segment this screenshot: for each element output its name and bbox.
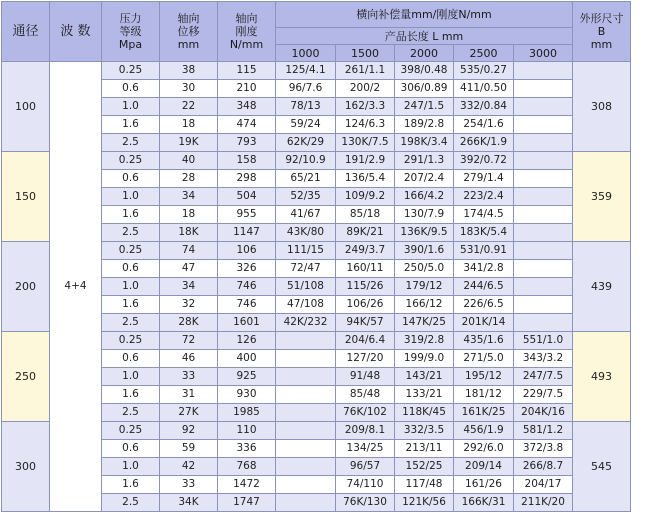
lateral-value-cell: 72/47 — [276, 260, 336, 278]
pressure-cell: 2.5 — [102, 404, 160, 422]
header-lateral-group: 横向补偿量mm/刚度N/mm — [276, 2, 573, 28]
lateral-value-cell: 244/6.5 — [454, 278, 514, 296]
lateral-value-cell — [514, 188, 573, 206]
header-length-1500: 1500 — [336, 45, 395, 62]
axial-stiffness-cell: 504 — [218, 188, 276, 206]
lateral-value-cell: 551/1.0 — [514, 332, 573, 350]
pressure-cell: 0.6 — [102, 260, 160, 278]
lateral-value-cell: 266K/1.9 — [454, 134, 514, 152]
lateral-value-cell: 199/9.0 — [395, 350, 454, 368]
lateral-value-cell: 209/14 — [454, 458, 514, 476]
lateral-value-cell: 162/3.3 — [336, 98, 395, 116]
axial-displacement-cell: 34 — [160, 188, 218, 206]
axial-displacement-cell: 38 — [160, 62, 218, 80]
lateral-value-cell: 161K/25 — [454, 404, 514, 422]
axial-displacement-cell: 18 — [160, 206, 218, 224]
lateral-value-cell — [276, 440, 336, 458]
axial-displacement-cell: 72 — [160, 332, 218, 350]
lateral-value-cell — [276, 386, 336, 404]
lateral-value-cell: 160/11 — [336, 260, 395, 278]
header-length-2000: 2000 — [395, 45, 454, 62]
outer-dimension-cell: 545 — [573, 422, 631, 512]
header-axial-stiff-line3: N/mm — [229, 38, 264, 51]
lateral-value-cell: 161/26 — [454, 476, 514, 494]
lateral-value-cell: 204/6.4 — [336, 332, 395, 350]
header-pressure-line1: 压力 — [119, 12, 142, 25]
lateral-value-cell: 226/6.5 — [454, 296, 514, 314]
header-pressure — [102, 2, 160, 62]
lateral-value-cell: 130/7.9 — [395, 206, 454, 224]
lateral-value-cell: 319/2.8 — [395, 332, 454, 350]
pressure-cell: 0.6 — [102, 80, 160, 98]
dn-cell: 200 — [2, 242, 50, 332]
lateral-value-cell — [514, 134, 573, 152]
lateral-value-cell: 92/10.9 — [276, 152, 336, 170]
lateral-value-cell: 124/6.3 — [336, 116, 395, 134]
lateral-value-cell: 341/2.8 — [454, 260, 514, 278]
axial-stiffness-cell: 298 — [218, 170, 276, 188]
lateral-value-cell: 96/57 — [336, 458, 395, 476]
lateral-value-cell: 147K/25 — [395, 314, 454, 332]
table-body — [2, 62, 631, 512]
lateral-value-cell: 200/2 — [336, 80, 395, 98]
lateral-value-cell — [276, 404, 336, 422]
axial-displacement-cell: 34 — [160, 278, 218, 296]
pressure-cell: 0.25 — [102, 62, 160, 80]
lateral-value-cell: 52/35 — [276, 188, 336, 206]
pressure-cell: 1.0 — [102, 368, 160, 386]
axial-stiffness-cell: 336 — [218, 440, 276, 458]
lateral-value-cell — [514, 278, 573, 296]
axial-stiffness-cell: 474 — [218, 116, 276, 134]
axial-displacement-cell: 33 — [160, 368, 218, 386]
lateral-value-cell: 198K/3.4 — [395, 134, 454, 152]
lateral-value-cell: 117/48 — [395, 476, 454, 494]
header-outer-line1: 外形尺寸 — [579, 12, 624, 25]
header-axial-stiffness — [218, 2, 276, 62]
lateral-value-cell: 59/24 — [276, 116, 336, 134]
axial-displacement-cell: 47 — [160, 260, 218, 278]
pressure-cell: 0.25 — [102, 332, 160, 350]
outer-dimension-cell: 493 — [573, 332, 631, 422]
axial-stiffness-cell: 400 — [218, 350, 276, 368]
lateral-value-cell — [514, 224, 573, 242]
lateral-value-cell: 118K/45 — [395, 404, 454, 422]
pressure-cell: 2.5 — [102, 494, 160, 512]
lateral-value-cell: 247/1.5 — [395, 98, 454, 116]
outer-dimension-cell: 308 — [573, 62, 631, 152]
lateral-value-cell: 189/2.8 — [395, 116, 454, 134]
table-header — [2, 2, 631, 62]
lateral-value-cell: 96/7.6 — [276, 80, 336, 98]
lateral-value-cell: 191/2.9 — [336, 152, 395, 170]
lateral-value-cell: 179/12 — [395, 278, 454, 296]
header-axial-disp-line2: 位移 — [177, 25, 200, 38]
lateral-value-cell — [276, 332, 336, 350]
axial-stiffness-cell: 348 — [218, 98, 276, 116]
lateral-value-cell: 223/2.4 — [454, 188, 514, 206]
axial-displacement-cell: 42 — [160, 458, 218, 476]
lateral-value-cell — [276, 494, 336, 512]
axial-displacement-cell: 27K — [160, 404, 218, 422]
axial-stiffness-cell: 1601 — [218, 314, 276, 332]
axial-displacement-cell: 32 — [160, 296, 218, 314]
lateral-value-cell: 78/13 — [276, 98, 336, 116]
lateral-value-cell: 306/0.89 — [395, 80, 454, 98]
pressure-cell: 1.6 — [102, 116, 160, 134]
lateral-value-cell — [514, 62, 573, 80]
pressure-cell: 1.6 — [102, 206, 160, 224]
lateral-value-cell: 581/1.2 — [514, 422, 573, 440]
axial-stiffness-cell: 1985 — [218, 404, 276, 422]
pressure-cell: 1.6 — [102, 296, 160, 314]
lateral-value-cell: 372/3.8 — [514, 440, 573, 458]
lateral-value-cell: 166/4.2 — [395, 188, 454, 206]
lateral-value-cell: 133/21 — [395, 386, 454, 404]
axial-stiffness-cell: 1472 — [218, 476, 276, 494]
axial-displacement-cell: 74 — [160, 242, 218, 260]
spec-table — [1, 1, 631, 512]
lateral-value-cell: 152/25 — [395, 458, 454, 476]
lateral-value-cell: 127/20 — [336, 350, 395, 368]
lateral-value-cell: 111/15 — [276, 242, 336, 260]
lateral-value-cell: 106/26 — [336, 296, 395, 314]
pressure-cell: 1.0 — [102, 458, 160, 476]
lateral-value-cell: 250/5.0 — [395, 260, 454, 278]
lateral-value-cell: 41/67 — [276, 206, 336, 224]
lateral-value-cell: 390/1.6 — [395, 242, 454, 260]
lateral-value-cell: 229/7.5 — [514, 386, 573, 404]
lateral-value-cell — [514, 170, 573, 188]
pressure-cell: 0.25 — [102, 242, 160, 260]
lateral-value-cell: 207/2.4 — [395, 170, 454, 188]
axial-stiffness-cell: 746 — [218, 278, 276, 296]
lateral-value-cell: 62K/29 — [276, 134, 336, 152]
axial-displacement-cell: 59 — [160, 440, 218, 458]
pressure-cell: 2.5 — [102, 224, 160, 242]
axial-stiffness-cell: 115 — [218, 62, 276, 80]
pressure-cell: 1.6 — [102, 476, 160, 494]
header-waves: 波 数 — [50, 2, 102, 62]
lateral-value-cell: 143/21 — [395, 368, 454, 386]
lateral-value-cell: 136/5.4 — [336, 170, 395, 188]
lateral-value-cell: 47/108 — [276, 296, 336, 314]
axial-displacement-cell: 30 — [160, 80, 218, 98]
lateral-value-cell — [514, 116, 573, 134]
header-axial-disp-line1: 轴向 — [177, 12, 200, 25]
lateral-value-cell: 76K/130 — [336, 494, 395, 512]
lateral-value-cell: 181/12 — [454, 386, 514, 404]
header-length-1000: 1000 — [276, 45, 336, 62]
lateral-value-cell: 261/1.1 — [336, 62, 395, 80]
axial-displacement-cell: 18 — [160, 116, 218, 134]
lateral-value-cell — [514, 260, 573, 278]
lateral-value-cell: 201K/14 — [454, 314, 514, 332]
lateral-value-cell — [514, 80, 573, 98]
lateral-value-cell: 247/7.5 — [514, 368, 573, 386]
table-row — [2, 62, 631, 80]
lateral-value-cell: 531/0.91 — [454, 242, 514, 260]
lateral-value-cell — [514, 98, 573, 116]
header-pressure-line2: 等级 — [119, 25, 142, 38]
lateral-value-cell: 166/12 — [395, 296, 454, 314]
lateral-value-cell — [514, 296, 573, 314]
pressure-cell: 2.5 — [102, 134, 160, 152]
lateral-value-cell: 74/110 — [336, 476, 395, 494]
lateral-value-cell: 125/4.1 — [276, 62, 336, 80]
axial-stiffness-cell: 746 — [218, 296, 276, 314]
axial-stiffness-cell: 930 — [218, 386, 276, 404]
header-length-group: 产品长度 L mm — [276, 28, 573, 45]
lateral-value-cell: 398/0.48 — [395, 62, 454, 80]
lateral-value-cell: 291/1.3 — [395, 152, 454, 170]
lateral-value-cell: 392/0.72 — [454, 152, 514, 170]
header-length-2500: 2500 — [454, 45, 514, 62]
axial-displacement-cell: 31 — [160, 386, 218, 404]
pressure-cell: 1.6 — [102, 386, 160, 404]
axial-stiffness-cell: 126 — [218, 332, 276, 350]
axial-stiffness-cell: 110 — [218, 422, 276, 440]
axial-stiffness-cell: 955 — [218, 206, 276, 224]
outer-dimension-cell: 359 — [573, 152, 631, 242]
lateral-value-cell: 136K/9.5 — [395, 224, 454, 242]
lateral-value-cell: 89K/21 — [336, 224, 395, 242]
header-axial-stiff-line2: 刚度 — [235, 25, 258, 38]
lateral-value-cell — [514, 242, 573, 260]
dn-cell: 300 — [2, 422, 50, 512]
lateral-value-cell — [276, 476, 336, 494]
lateral-value-cell: 332/3.5 — [395, 422, 454, 440]
lateral-value-cell — [514, 314, 573, 332]
lateral-value-cell: 195/12 — [454, 368, 514, 386]
header-axial-displacement — [160, 2, 218, 62]
lateral-value-cell — [276, 458, 336, 476]
header-dn: 通径 — [2, 2, 50, 62]
axial-displacement-cell: 34K — [160, 494, 218, 512]
lateral-value-cell: 65/21 — [276, 170, 336, 188]
axial-displacement-cell: 28K — [160, 314, 218, 332]
lateral-value-cell: 76K/102 — [336, 404, 395, 422]
lateral-value-cell — [276, 422, 336, 440]
axial-stiffness-cell: 793 — [218, 134, 276, 152]
axial-stiffness-cell: 1147 — [218, 224, 276, 242]
axial-displacement-cell: 28 — [160, 170, 218, 188]
pressure-cell: 2.5 — [102, 314, 160, 332]
axial-stiffness-cell: 158 — [218, 152, 276, 170]
header-axial-disp-line3: mm — [177, 38, 200, 51]
lateral-value-cell: 411/0.50 — [454, 80, 514, 98]
lateral-value-cell: 535/0.27 — [454, 62, 514, 80]
lateral-value-cell: 343/3.2 — [514, 350, 573, 368]
lateral-value-cell: 204/17 — [514, 476, 573, 494]
lateral-value-cell: 42K/232 — [276, 314, 336, 332]
lateral-value-cell: 51/108 — [276, 278, 336, 296]
lateral-value-cell: 109/9.2 — [336, 188, 395, 206]
lateral-value-cell: 279/1.4 — [454, 170, 514, 188]
axial-stiffness-cell: 768 — [218, 458, 276, 476]
lateral-value-cell: 254/1.6 — [454, 116, 514, 134]
pressure-cell: 0.6 — [102, 350, 160, 368]
axial-displacement-cell: 40 — [160, 152, 218, 170]
lateral-value-cell: 271/5.0 — [454, 350, 514, 368]
axial-displacement-cell: 46 — [160, 350, 218, 368]
header-pressure-line3: Mpa — [118, 38, 143, 51]
lateral-value-cell: 209/8.1 — [336, 422, 395, 440]
axial-stiffness-cell: 210 — [218, 80, 276, 98]
pressure-cell: 0.25 — [102, 152, 160, 170]
lateral-value-cell: 204K/16 — [514, 404, 573, 422]
axial-stiffness-cell: 106 — [218, 242, 276, 260]
pressure-cell: 0.6 — [102, 440, 160, 458]
pressure-cell: 1.0 — [102, 188, 160, 206]
lateral-value-cell: 94K/57 — [336, 314, 395, 332]
lateral-value-cell: 115/26 — [336, 278, 395, 296]
lateral-value-cell: 174/4.5 — [454, 206, 514, 224]
lateral-value-cell: 130K/7.5 — [336, 134, 395, 152]
axial-displacement-cell: 33 — [160, 476, 218, 494]
axial-displacement-cell: 92 — [160, 422, 218, 440]
dn-cell: 150 — [2, 152, 50, 242]
dn-cell: 250 — [2, 332, 50, 422]
axial-displacement-cell: 22 — [160, 98, 218, 116]
lateral-value-cell: 91/48 — [336, 368, 395, 386]
pressure-cell: 0.6 — [102, 170, 160, 188]
lateral-value-cell: 85/48 — [336, 386, 395, 404]
outer-dimension-cell: 439 — [573, 242, 631, 332]
header-axial-stiff-line1: 轴向 — [235, 12, 258, 25]
lateral-value-cell: 266/8.7 — [514, 458, 573, 476]
lateral-value-cell: 456/1.9 — [454, 422, 514, 440]
lateral-value-cell — [276, 350, 336, 368]
pressure-cell: 1.0 — [102, 98, 160, 116]
waves-cell: 4+4 — [50, 62, 102, 512]
lateral-value-cell: 435/1.6 — [454, 332, 514, 350]
axial-stiffness-cell: 925 — [218, 368, 276, 386]
lateral-value-cell: 292/6.0 — [454, 440, 514, 458]
lateral-value-cell: 134/25 — [336, 440, 395, 458]
lateral-value-cell — [514, 206, 573, 224]
lateral-value-cell: 249/3.7 — [336, 242, 395, 260]
header-outer-line2: B — [597, 25, 606, 38]
lateral-value-cell: 332/0.84 — [454, 98, 514, 116]
lateral-value-cell — [514, 152, 573, 170]
lateral-value-cell: 166K/31 — [454, 494, 514, 512]
pressure-cell: 0.25 — [102, 422, 160, 440]
lateral-value-cell: 213/11 — [395, 440, 454, 458]
lateral-value-cell: 121K/56 — [395, 494, 454, 512]
header-outer-dimension — [573, 2, 631, 62]
header-length-3000: 3000 — [514, 45, 573, 62]
lateral-value-cell: 43K/80 — [276, 224, 336, 242]
dn-cell: 100 — [2, 62, 50, 152]
lateral-value-cell — [276, 368, 336, 386]
axial-stiffness-cell: 1747 — [218, 494, 276, 512]
lateral-value-cell: 211K/20 — [514, 494, 573, 512]
axial-stiffness-cell: 326 — [218, 260, 276, 278]
axial-displacement-cell: 18K — [160, 224, 218, 242]
pressure-cell: 1.0 — [102, 278, 160, 296]
axial-displacement-cell: 19K — [160, 134, 218, 152]
header-outer-line3: mm — [590, 38, 613, 51]
lateral-value-cell: 183K/5.4 — [454, 224, 514, 242]
lateral-value-cell: 85/18 — [336, 206, 395, 224]
